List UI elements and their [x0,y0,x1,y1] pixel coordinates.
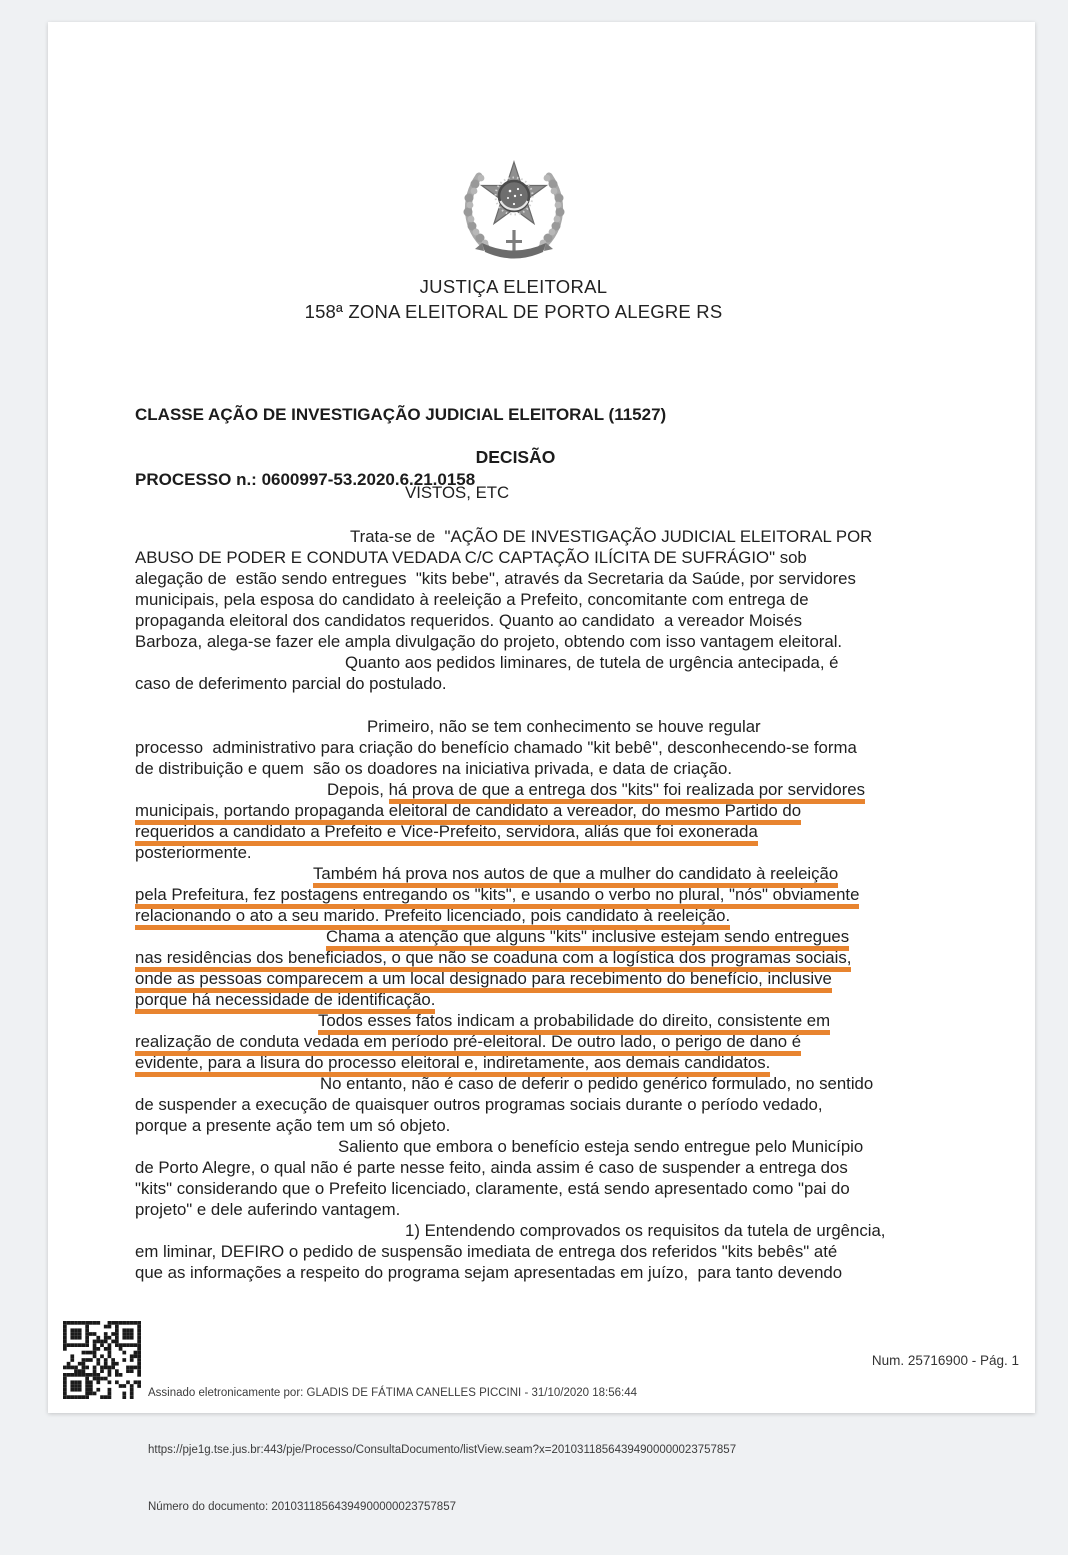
underlined-text: evidente, para a lisura do processo eleitoral e, indiretamente, aos demais candidatos. [135,1053,770,1077]
text: de suspender a execução de quaisquer outros programas sociais durante o período vedado, [135,1095,823,1114]
body-line [135,968,1005,989]
body-line [135,1094,1005,1115]
underlined-text: Também há prova nos autos de que a mulher do candidato à reeleição [313,864,838,888]
body-line [135,673,1005,694]
body-line [135,716,1005,737]
document-header [20,150,1007,323]
text: No entanto, não é caso de deferir o pedido genérico formulado, no sentido [320,1074,874,1093]
text: porque a presente ação tem um só objeto. [135,1116,451,1135]
text: Saliento que embora o benefício esteja sendo entregue pelo Município [338,1137,864,1156]
text: propaganda eleitoral dos candidatos requeridos. Quanto ao candidato a vereador Moisés [135,611,803,630]
body-line [135,526,1005,547]
body-line [135,758,1005,779]
text: Depois, [327,780,389,799]
org-name: JUSTIÇA ELEITORAL [419,276,608,297]
body-line [135,800,1005,821]
body-line [135,863,1005,884]
body-line [135,589,1005,610]
text: "kits" considerando que o Prefeito licenciado, claramente, está sendo apresentado como "pai do [135,1179,850,1198]
body-line [135,1241,1005,1262]
body-line [135,1136,1005,1157]
body-line [135,1199,1005,1220]
body-line [135,1220,1005,1241]
text: Trata-se de "AÇÃO DE INVESTIGAÇÃO JUDICIAL ELEITORAL POR [350,527,873,546]
footer-signed-by: Assinado eletronicamente por: GLADIS DE FÁTIMA CANELLES PICCINI - 31/10/2020 18:56:44 [148,1387,637,1399]
underlined-text: municipais, portando propaganda eleitoral de candidato a vereador, do mesmo Partido do [135,801,801,825]
text: alegação de estão sendo entregues "kits bebe", através da Secretaria da Saúde, por servidores [135,569,856,588]
text: Quanto aos pedidos liminares, de tutela de urgência antecipada, é [345,653,839,672]
text: municipais, pela esposa do candidato à reeleição a Prefeito, concomitante com entrega de [135,590,809,609]
text: Primeiro, não se tem conhecimento se houve regular [367,717,761,736]
body-line [135,1031,1005,1052]
body-line [135,547,1005,568]
body-line [135,1052,1005,1073]
body-line [135,884,1005,905]
pdf-page [48,22,1035,1513]
body-line [135,821,1005,842]
text: de distribuição e quem são os doadores na iniciativa privada, e data de criação. [135,759,733,778]
zone-name: 158ª ZONA ELEITORAL DE PORTO ALEGRE RS [304,301,723,322]
text: Barboza, alega-se fazer ele ampla divulgação do projeto, obtendo com isso vantagem eleitoral. [135,632,843,651]
text: ABUSO DE PODER E CONDUTA VEDADA C/C CAPTAÇÃO ILÍCITA DE SUFRÁGIO" sob [135,548,807,567]
body-line [135,568,1005,589]
underlined-text: nas residências dos beneficiados, o que não se coaduna com a logística dos programas sociais, [135,948,851,972]
vistos-line: VISTOS, ETC [405,483,510,502]
text: de Porto Alegre, o qual não é parte nesse feito, ainda assim é caso de suspender a entrega dos [135,1158,848,1177]
decision-title: DECISÃO [475,447,556,467]
body-line [135,1157,1005,1178]
underlined-text: realização de conduta vedada em período pré-eleitoral. De outro lado, o perigo de dano é [135,1032,801,1056]
footer-url: https://pje1g.tse.jus.br:443/pje/Processo/ConsultaDocumento/listView.seam?x=20103118564394900000023757857 [148,1444,737,1456]
footer-document-number: Número do documento: 20103118564394900000023757857 [148,1501,456,1513]
text: projeto" e dele auferindo vantagem. [135,1200,401,1219]
body-line [135,631,1005,652]
underlined-text: Todos esses fatos indicam a probabilidade do direito, consistente em [318,1011,830,1035]
underlined-text: há prova de que a entrega dos "kits" foi realizada por servidores [389,780,865,804]
text: 1) Entendendo comprovados os requisitos da tutela de urgência, [405,1221,886,1240]
qr-code [63,1321,141,1399]
underlined-text: pela Prefeitura, fez postagens entregando os "kits", e usando o verbo no plural, "nós" obviamente [135,885,859,909]
body-line [135,737,1005,758]
document-body [135,526,1005,1283]
body-line [135,1262,1005,1283]
text: processo administrativo para criação do benefício chamado "kit bebê", desconhecendo-se forma [135,738,857,757]
underlined-text: porque há necessidade de identificação. [135,990,435,1014]
underlined-text: Chama a atenção que alguns "kits" inclusive estejam sendo entregues [326,927,849,951]
case-class-line: CLASSE AÇÃO DE INVESTIGAÇÃO JUDICIAL ELEITORAL (11527) [135,405,667,424]
body-line [135,1178,1005,1199]
body-line [135,947,1005,968]
underlined-text: requeridos a candidato a Prefeito e Vice-Prefeito, servidora, aliás que foi exonerada [135,822,758,846]
brazil-coat-of-arms-icon [455,150,573,264]
body-line [135,905,1005,926]
page-number: Num. 25716900 - Pág. 1 [871,1353,1019,1368]
body-line [135,610,1005,631]
text: em liminar, DEFIRO o pedido de suspensão imediata de entrega dos referidos "kits bebês" até [135,1242,838,1261]
underlined-text: onde as pessoas comparecem a um local designado para recebimento do benefício, inclusive [135,969,832,993]
footer-meta [148,1346,736,1555]
body-line [135,779,1005,800]
body-line [135,652,1005,673]
text: caso de deferimento parcial do postulado. [135,674,447,693]
case-process-line: PROCESSO n.: 0600997-53.2020.6.21.0158 [135,469,476,489]
text: que as informações a respeito do programa sejam apresentadas em juízo, para tanto devendo [135,1263,843,1282]
text: posteriormente. [135,843,252,862]
underlined-text: relacionando o ato a seu marido. Prefeito licenciado, pois candidato à reeleição. [135,906,730,930]
body-line [135,1115,1005,1136]
